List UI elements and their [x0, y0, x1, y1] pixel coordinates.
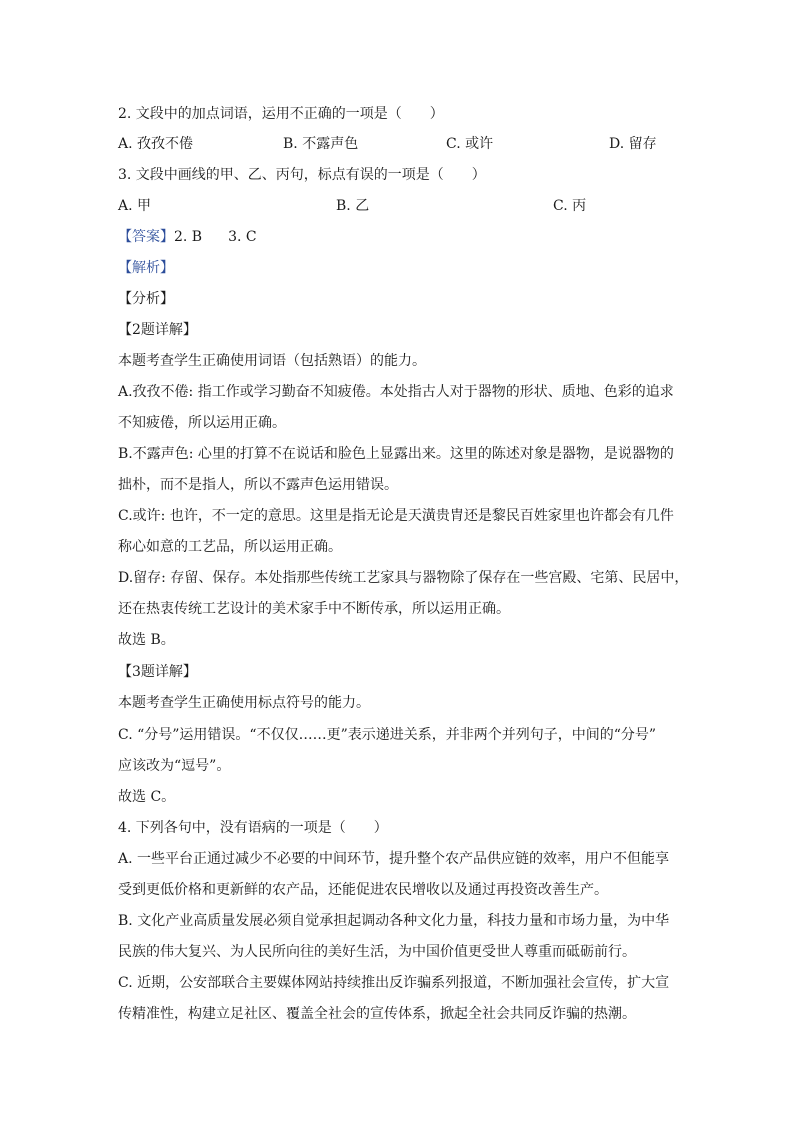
detail-2-line: 不知疲倦，所以运用正确。 [118, 415, 286, 431]
detail-3-heading: 【3题详解】 [118, 664, 197, 680]
question-4-option-c-line1: C. 近期，公安部联合主要媒体网站持续推出反诈骗系列报道，不断加强社会宣传，扩大宣 [118, 975, 670, 991]
question-4-option-b-line1: B. 文化产业高质量发展必须自觉承担起调动各种文化力量，科技力量和市场力量，为中华 [118, 913, 670, 929]
detail-2-conclusion: 故选 B。 [118, 632, 175, 648]
detail-2-line: D.留存: 存留、保存。本处指那些传统工艺家具与器物除了保存在一些宫殿、宅第、民居中， [118, 570, 689, 586]
question-4-stem: 4. 下列各句中，没有语病的一项是（ ） [118, 820, 388, 836]
detail-2-line: 本题考查学生正确使用词语（包括熟语）的能力。 [118, 353, 426, 369]
question-2-option-d: D. 留存 [609, 136, 657, 152]
detail-3-line: C. “分号”运用错误。“不仅仅……更”表示递进关系，并非两个并列句子，中间的“分号” [118, 727, 657, 743]
detail-3-conclusion: 故选 C。 [118, 789, 176, 805]
answer-q2: 2. B [174, 229, 203, 245]
question-2-option-c: C. 或许 [446, 136, 494, 152]
question-2-option-b: B. 不露声色 [283, 136, 359, 152]
detail-2-line: B.不露声色: 心里的打算不在说话和脸色上显露出来。这里的陈述对象是器物，是说器物的 [118, 446, 674, 462]
question-2-stem: 2. 文段中的加点词语，运用不正确的一项是（ ） [118, 106, 444, 122]
answer-q3: 3. C [228, 229, 257, 245]
question-3-option-b: B. 乙 [336, 198, 370, 214]
detail-2-heading: 【2题详解】 [118, 322, 197, 338]
answer-line [118, 227, 688, 247]
detail-2-line: 拙朴，而不是指人，所以不露声色运用错误。 [118, 477, 398, 493]
question-4-option-b-line2: 民族的伟大复兴、为人民所向往的美好生活，为中国价值更受世人尊重而砥砺前行。 [118, 944, 636, 960]
question-3-stem: 3. 文段中画线的甲、乙、丙句，标点有误的一项是（ ） [118, 167, 486, 183]
answer-label: 【答案】 [118, 229, 174, 245]
question-3-option-c: C. 丙 [553, 198, 587, 214]
detail-2-line: 还在热衷传统工艺设计的美术家手中不断传承，所以运用正确。 [118, 601, 510, 617]
detail-2-line: 称心如意的工艺品，所以运用正确。 [118, 539, 342, 555]
fenxi-heading: 【分析】 [118, 291, 174, 307]
question-4-option-c-line2: 传精准性，构建立足社区、覆盖全社会的宣传体系，掀起全社会共同反诈骗的热潮。 [118, 1006, 636, 1022]
question-2-option-a: A. 孜孜不倦 [118, 136, 194, 152]
detail-2-line: A.孜孜不倦: 指工作或学习勤奋不知疲倦。本处指古人对于器物的形状、质地、色彩的追求 [118, 384, 674, 400]
detail-2-line: C.或许: 也许，不一定的意思。这里是指无论是天潢贵胄还是黎民百姓家里也许都会有几件 [118, 508, 674, 524]
analysis-heading: 【解析】 [118, 260, 174, 276]
question-3-option-a: A. 甲 [118, 198, 152, 214]
question-4-option-a-line2: 受到更低价格和更新鲜的农产品，还能促进农民增收以及通过再投资改善生产。 [118, 882, 608, 898]
question-4-option-a-line1: A. 一些平台正通过减少不必要的中间环节，提升整个农产品供应链的效率，用户不但能享 [118, 851, 670, 867]
detail-3-line: 应该改为“逗号”。 [118, 758, 231, 774]
detail-3-line: 本题考查学生正确使用标点符号的能力。 [118, 695, 370, 711]
